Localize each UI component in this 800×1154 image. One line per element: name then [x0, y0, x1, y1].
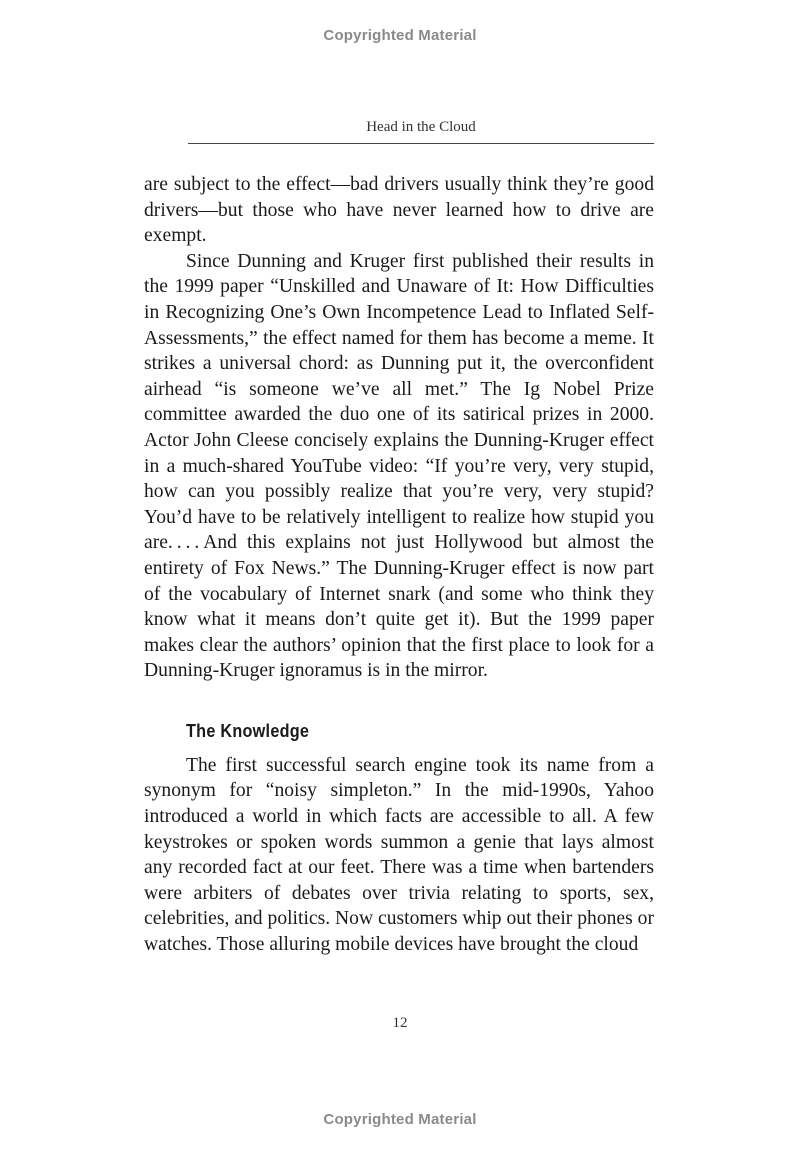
- paragraph-continued: are subject to the effect—bad drivers usually think they’re good drivers—but those who have never learned how to drive are exempt.: [144, 174, 654, 247]
- page-number: 12: [392, 1015, 408, 1031]
- paragraph-search-engine: The first successful search engine took its name from a synonym for “noisy simpleton.” In the mid-1990s, Yahoo introduced a world in which facts are accessible to all. A few keystrokes or spoken words summon a genie that lays almost any recorded fact at our feet. There was a time when bartenders were arbiters of debates over trivia relating to sports, sex, celebrities, and politics. Now customers whip out their phones or watches. Those alluring mobile devices have brought the cloud: [144, 754, 654, 956]
- copyright-watermark-top: Copyrighted Material: [323, 27, 477, 44]
- page-body: [144, 172, 654, 958]
- paragraph-dunning-kruger: Since Dunning and Kruger first published their results in the 1999 paper “Unskilled and Unaware of It: How Difficulties in Recognizing One’s Own Incompetence Lead to Inflated Self-Assessments,” the effect named for them has become a meme. It strikes a universal chord: as Dunning put it, the overconfident airhead “is someone we’ve all met.” The Ig Nobel Prize committee awarded the duo one of its satirical prizes in 2000. Actor John Cleese concisely explains the Dunning-Kruger effect in a much-shared YouTube video: “If you’re very, very stupid, how can you possibly realize that you’re very, very stupid? You’d have to be relatively intelligent to realize how stupid you are. . . . And this explains not just Hollywood but almost the entirety of Fox News.” The Dunning-Kruger effect is now part of the vocabulary of Internet snark (and some who think they know what it means don’t quite get it). But the 1999 paper makes clear the authors’ opinion that the first place to look for a Dunning-Kruger ignoramus is in the mirror.: [144, 250, 654, 682]
- copyright-watermark-bottom: Copyrighted Material: [323, 1111, 477, 1128]
- section-heading: The Knowledge: [186, 720, 310, 741]
- running-head: Head in the Cloud: [366, 119, 476, 135]
- header-rule: [188, 143, 654, 144]
